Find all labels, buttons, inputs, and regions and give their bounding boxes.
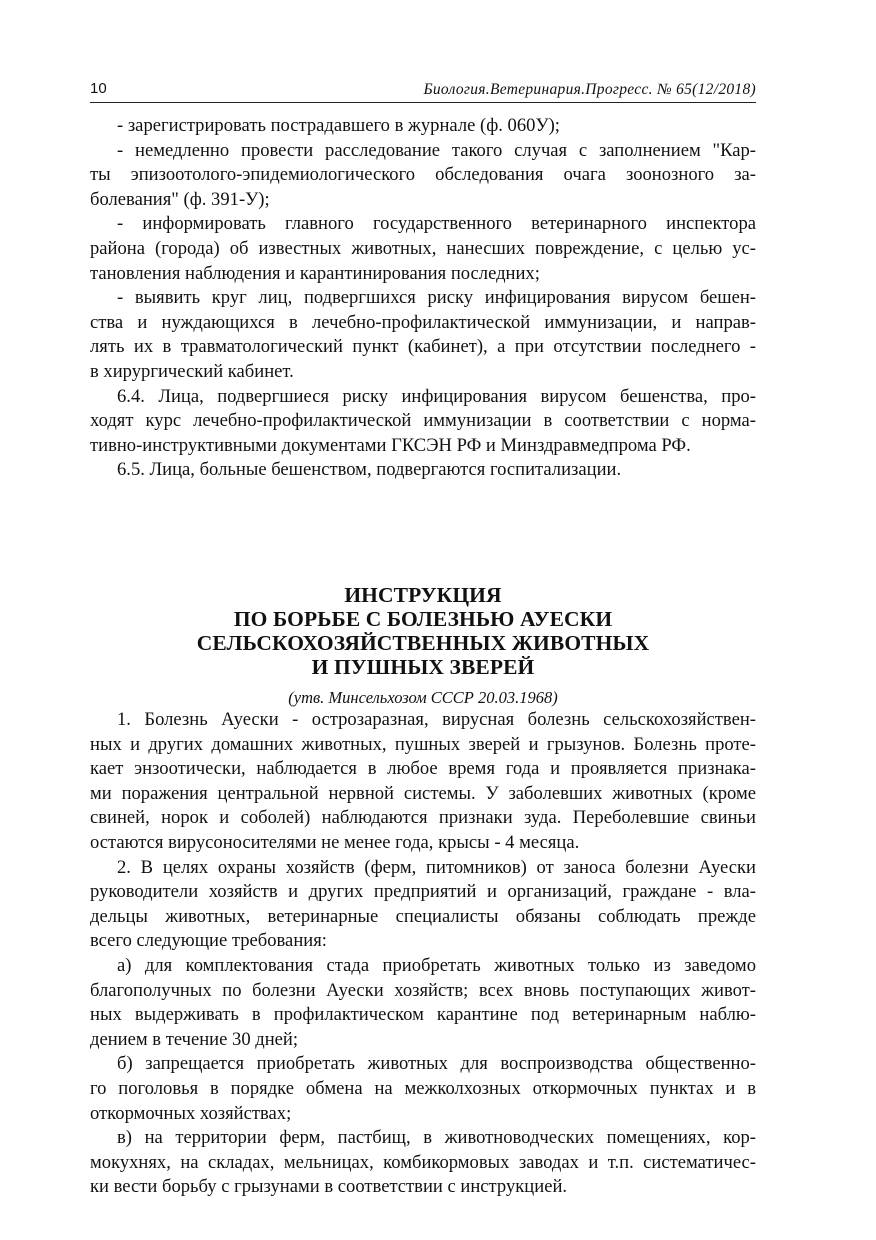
text-line: остаются вирусоносителями не менее года, крысы - 4 месяца. xyxy=(90,831,580,853)
text-line: 1. Болезнь Ауески - острозаразная, вирусная болезнь сельскохозяйствен- xyxy=(117,709,756,730)
page-header xyxy=(90,80,756,103)
title-line: ПО БОРЬБЕ С БОЛЕЗНЬЮ АУЕСКИ xyxy=(233,607,613,631)
text-line: мокухнях, на складах, мельницах, комбикормовых заводах и т.п. систематичес- xyxy=(90,1151,756,1173)
instruction-body-text xyxy=(90,708,756,1200)
previous-section-text xyxy=(90,114,756,483)
text-line: ми поражения центральной нервной системы. У заболевших животных (кроме xyxy=(90,782,756,804)
text-line: го поголовья в порядке обмена на межколхозных откормочных пунктах и в xyxy=(90,1077,756,1099)
text-line: лять их в травматологический пункт (кабинет), а при отсутствии последнего - xyxy=(90,336,756,358)
page-number: 10 xyxy=(90,80,107,97)
text-line: благополучных по болезни Ауески хозяйств; всех вновь поступающих живот- xyxy=(90,979,756,1001)
text-line: б) запрещается приобретать животных для воспроизводства общественно- xyxy=(117,1053,756,1075)
text-line: руководители хозяйств и других предприятий и организаций, граждане - вла- xyxy=(90,881,756,903)
text-line: болевания" (ф. 391-У); xyxy=(90,188,270,210)
title-line: ИНСТРУКЦИЯ xyxy=(344,583,502,607)
text-line: дельцы животных, ветеринарные специалисты обязаны соблюдать прежде xyxy=(90,905,756,927)
text-line: ных выдерживать в профилактическом карантине под ветеринарным наблю- xyxy=(90,1004,756,1026)
text-line: - немедленно провести расследование такого случая с заполнением "Кар- xyxy=(117,139,756,161)
text-line: 6.5. Лица, больные бешенством, подвергаются госпитализации. xyxy=(117,459,622,481)
title-line: И ПУШНЫХ ЗВЕРЕЙ xyxy=(311,655,535,679)
text-line: дением в течение 30 дней; xyxy=(90,1028,299,1050)
text-line: района (города) об известных животных, нанесших повреждение, с целью ус- xyxy=(90,237,756,259)
text-line: кает энзоотически, наблюдается в любое время года и проявляется признака- xyxy=(90,758,756,780)
text-line: - выявить круг лиц, подвергшихся риску инфицирования вирусом бешен- xyxy=(117,287,756,309)
text-line: откормочных хозяйствах; xyxy=(90,1102,292,1124)
text-line: ходят курс лечебно-профилактической иммунизации в соответствии с норма- xyxy=(90,410,756,432)
text-line: ки вести борьбу с грызунами в соответствии с инструкцией. xyxy=(90,1176,568,1198)
text-line: - зарегистрировать пострадавшего в журнале (ф. 060У); xyxy=(117,115,560,136)
text-line: ства и нуждающихся в лечебно-профилактической иммунизации, и направ- xyxy=(90,311,756,333)
text-line: ты эпизоотолого-эпидемиологического обследования очага зоонозного за- xyxy=(90,164,756,186)
text-line: тивно-инструктивными документами ГКСЭН РФ и Минздравмедпрома РФ. xyxy=(90,434,691,456)
text-line: свиней, норок и соболей) наблюдаются признаки зуда. Переболевшие свиньи xyxy=(90,807,756,829)
text-line: 2. В целях охраны хозяйств (ферм, питомников) от заноса болезни Ауески xyxy=(117,856,756,878)
text-line: 6.4. Лица, подвергшиеся риску инфицирования вирусом бешенства, про- xyxy=(117,385,756,407)
text-line: в) на территории ферм, пастбищ, в животноводческих помещениях, кор- xyxy=(117,1127,756,1149)
title-line: СЕЛЬСКОХОЗЯЙСТВЕННЫХ ЖИВОТНЫХ xyxy=(196,631,650,655)
text-line: в хирургический кабинет. xyxy=(90,360,294,382)
text-line: а) для комплектования стада приобретать животных только из заведомо xyxy=(117,954,756,976)
text-line: ных и других домашних животных, пушных зверей и грызунов. Болезнь проте- xyxy=(90,733,756,755)
text-line: тановления наблюдения и карантинирования последних; xyxy=(90,262,540,284)
approval-note: (утв. Минсельхозом СССР 20.03.1968) xyxy=(288,688,558,707)
text-line: - информировать главного государственного ветеринарного инспектора xyxy=(117,213,756,235)
journal-running-title: Биология.Ветеринария.Прогресс. № 65(12/2018) xyxy=(423,81,756,98)
instruction-title xyxy=(90,583,756,679)
text-line: всего следующие требования: xyxy=(90,930,327,952)
